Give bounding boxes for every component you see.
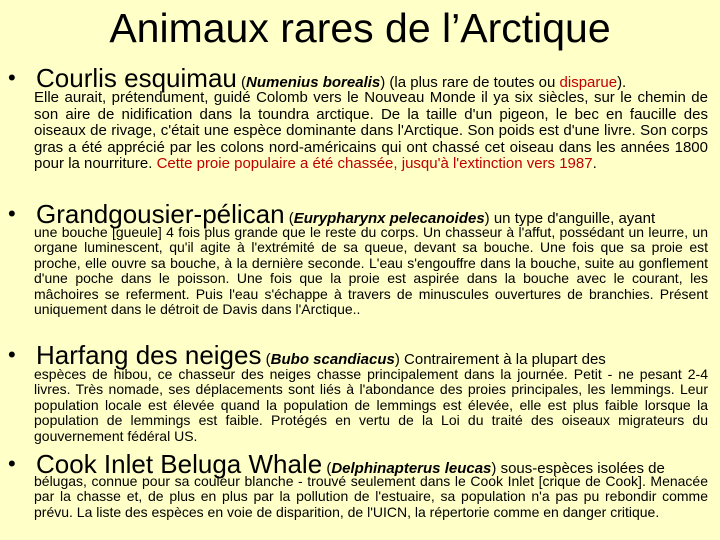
item-body bbox=[34, 474, 708, 520]
species-name: Courlis esquimau bbox=[36, 63, 237, 93]
scientific-name: Eurypharynx pelecanoides bbox=[293, 210, 485, 227]
species-name: Cook Inlet Beluga Whale bbox=[36, 449, 323, 479]
scientific-name: Bubo scandiacus bbox=[270, 351, 395, 368]
paren-close: ) bbox=[491, 460, 497, 477]
bullet: • bbox=[8, 65, 16, 90]
body-text: espèces de hibou, ce chasseur des neiges chasse principalement dans la journée. Petit - ne pesant 2-4 livres. Très nomade, ses déplacements sont liés à l'abondance des proies principales, les lemmings. Leur population locale est élevée quand la population de lemmings est élevée, elle est plus faible lorsque la population de lemmings est faible. Protégés en vertu de la Loi du traité des oiseaux migrateurs du gouvernement fédéral US. bbox=[34, 366, 708, 444]
body-text: Elle aurait, prétendument, guidé Colomb vers le Nouveau Monde il ya six siècles, sur le chemin de son aire de nidification dans la toundra arctique. De la taille d'un pigeon, le bec en faucille des oiseaux de rivage, c'était une espèce dominante dans l'Arctique. Son poids est d'une livre. Son corps gras a été apprécié par les colons nord-américains qui ont chassé cet oiseau dans les années 1800 pour la nourriture. bbox=[34, 89, 708, 173]
body-text-red: Cette proie populaire a été chassée, jusqu'à l'extinction vers 1987 bbox=[156, 155, 593, 173]
heading-tail: (la plus rare de toutes ou bbox=[385, 74, 560, 91]
paren-open: ( bbox=[261, 351, 271, 368]
paren-open: ( bbox=[322, 460, 332, 477]
item-heading bbox=[36, 341, 606, 369]
body-text: bélugas, connue pour sa couleur blanche - trouvé seulement dans le Cook Inlet [crique de Cook]. Menacée par la chasse et, de plus en plus par la pollution de l'estuaire, sa population n'a pas pu rebondir comme prévu. La liste des espèces en voie de disparition, de l'UICN, la répertorie comme en danger critique. bbox=[34, 473, 708, 520]
scientific-name: Numenius borealis bbox=[246, 74, 381, 91]
paren-close: ) bbox=[484, 210, 490, 227]
heading-tail: un type d'anguille, ayant bbox=[489, 210, 656, 227]
item-body bbox=[34, 367, 708, 444]
scientific-name: Delphinapterus leucas bbox=[331, 460, 492, 477]
item-body bbox=[34, 225, 708, 317]
body-text: une bouche [gueule] 4 fois plus grande que le reste du corps. Un chasseur à l'affut, possédant un leurre, un organe luminescent, qu'il agite à l'extrémité de sa queue, devant sa bouche. Une fois que sa proie est proche, elle ouvre sa bouche, à la dernière seconde. L'eau s'engouffre dans la bouche, suite au gonflement d'une poche dans le poisson. Une fois que la proie est aspirée dans la bouche avec le courant, les mâchoires se referment. Puis l'eau s'échappe à travers de minuscules ouvertures de branchies. Présent uniquement dans le détroit de Davis dans l'Arctique.. bbox=[34, 224, 708, 318]
heading-tail: Contrairement à la plupart des bbox=[399, 351, 606, 368]
heading-tail: sous-espèces isolées de bbox=[496, 460, 665, 477]
paren-open: ( bbox=[284, 210, 294, 227]
paren-open: ( bbox=[236, 74, 247, 91]
body-text-end: . bbox=[592, 155, 597, 173]
item-body bbox=[34, 90, 708, 173]
page-title: Animaux rares de l’Arctique bbox=[109, 5, 611, 51]
item-heading bbox=[36, 64, 626, 92]
heading-tail-end: ). bbox=[617, 74, 627, 91]
bullet: • bbox=[8, 201, 16, 226]
species-name: Harfang des neiges bbox=[36, 340, 262, 370]
species-name: Grandgousier-pélican bbox=[36, 199, 285, 229]
paren-close: ) bbox=[380, 74, 386, 91]
paren-close: ) bbox=[394, 351, 400, 368]
heading-tail-red: disparue bbox=[559, 74, 618, 91]
bullet: • bbox=[8, 451, 16, 476]
bullet: • bbox=[8, 342, 16, 367]
